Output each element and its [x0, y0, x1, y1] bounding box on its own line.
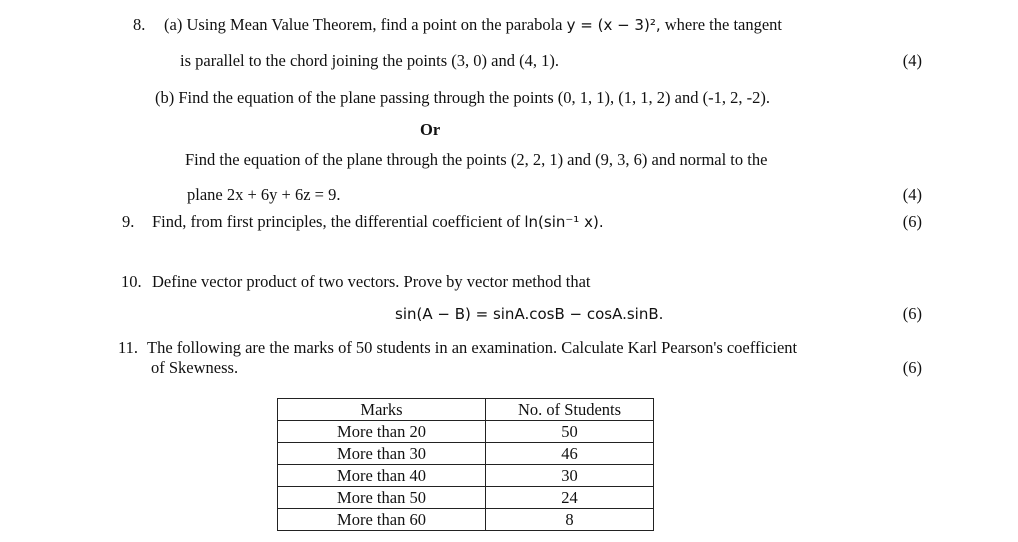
- q8a-tail: where the tangent: [664, 15, 783, 34]
- table-cell-marks: More than 20: [278, 421, 486, 443]
- q11-line1: The following are the marks of 50 students in an examination. Calculate Karl Pearson's coefficient: [147, 338, 798, 357]
- q10-formula: sin(A − B) = sinA.cosB − cosA.sinB.: [395, 305, 664, 323]
- q11-marks: (6): [902, 358, 922, 377]
- q10-number: 10.: [121, 272, 142, 291]
- q8b-alt-line1: Find the equation of the plane through the points (2, 2, 1) and (9, 3, 6) and normal to the: [185, 150, 768, 169]
- table-cell-marks: More than 30: [278, 443, 486, 465]
- table-cell-students: 8: [486, 509, 654, 531]
- table-cell-students: 46: [486, 443, 654, 465]
- q8a-line2: is parallel to the chord joining the points (3, 0) and (4, 1).: [180, 51, 559, 70]
- table-cell-students: 24: [486, 487, 654, 509]
- q8b-marks: (4): [902, 185, 922, 204]
- table-cell-marks: More than 50: [278, 487, 486, 509]
- q9-text: Find, from first principles, the differential coefficient of: [152, 212, 521, 231]
- table-cell-marks: More than 40: [278, 465, 486, 487]
- q9-marks: (6): [902, 212, 922, 231]
- q8a-equation: y = (x − 3)²,: [566, 16, 661, 34]
- table-header-students: No. of Students: [486, 399, 654, 421]
- table-row: [278, 465, 654, 487]
- q9-number: 9.: [122, 212, 135, 231]
- q10-text: Define vector product of two vectors. Prove by vector method that: [152, 272, 591, 291]
- table-cell-marks: More than 60: [278, 509, 486, 531]
- table-cell-students: 50: [486, 421, 654, 443]
- q9-line: [152, 212, 604, 232]
- q8b-alt-line2: plane 2x + 6y + 6z = 9.: [187, 185, 341, 204]
- table-row: [278, 487, 654, 509]
- table-row: [278, 509, 654, 531]
- q8a-marks: (4): [902, 51, 922, 70]
- table-header-marks: Marks: [278, 399, 486, 421]
- q10-marks: (6): [902, 304, 922, 323]
- table-row: [278, 443, 654, 465]
- marks-table: [277, 398, 654, 531]
- q8-number: 8.: [133, 15, 146, 34]
- q8b-or: Or: [420, 120, 441, 139]
- q11-number: 11.: [118, 338, 139, 357]
- table-header-row: [278, 399, 654, 421]
- q8b-line1: (b) Find the equation of the plane passing through the points (0, 1, 1), (1, 1, 2) and (-1, 2, -2).: [155, 88, 770, 107]
- q8a-line1: [164, 15, 782, 35]
- table-row: [278, 421, 654, 443]
- table-cell-students: 30: [486, 465, 654, 487]
- q8a-text: (a) Using Mean Value Theorem, find a point on the parabola: [164, 15, 563, 34]
- q9-expression: ln(sin⁻¹ x).: [524, 213, 604, 231]
- q11-line2: of Skewness.: [151, 358, 239, 377]
